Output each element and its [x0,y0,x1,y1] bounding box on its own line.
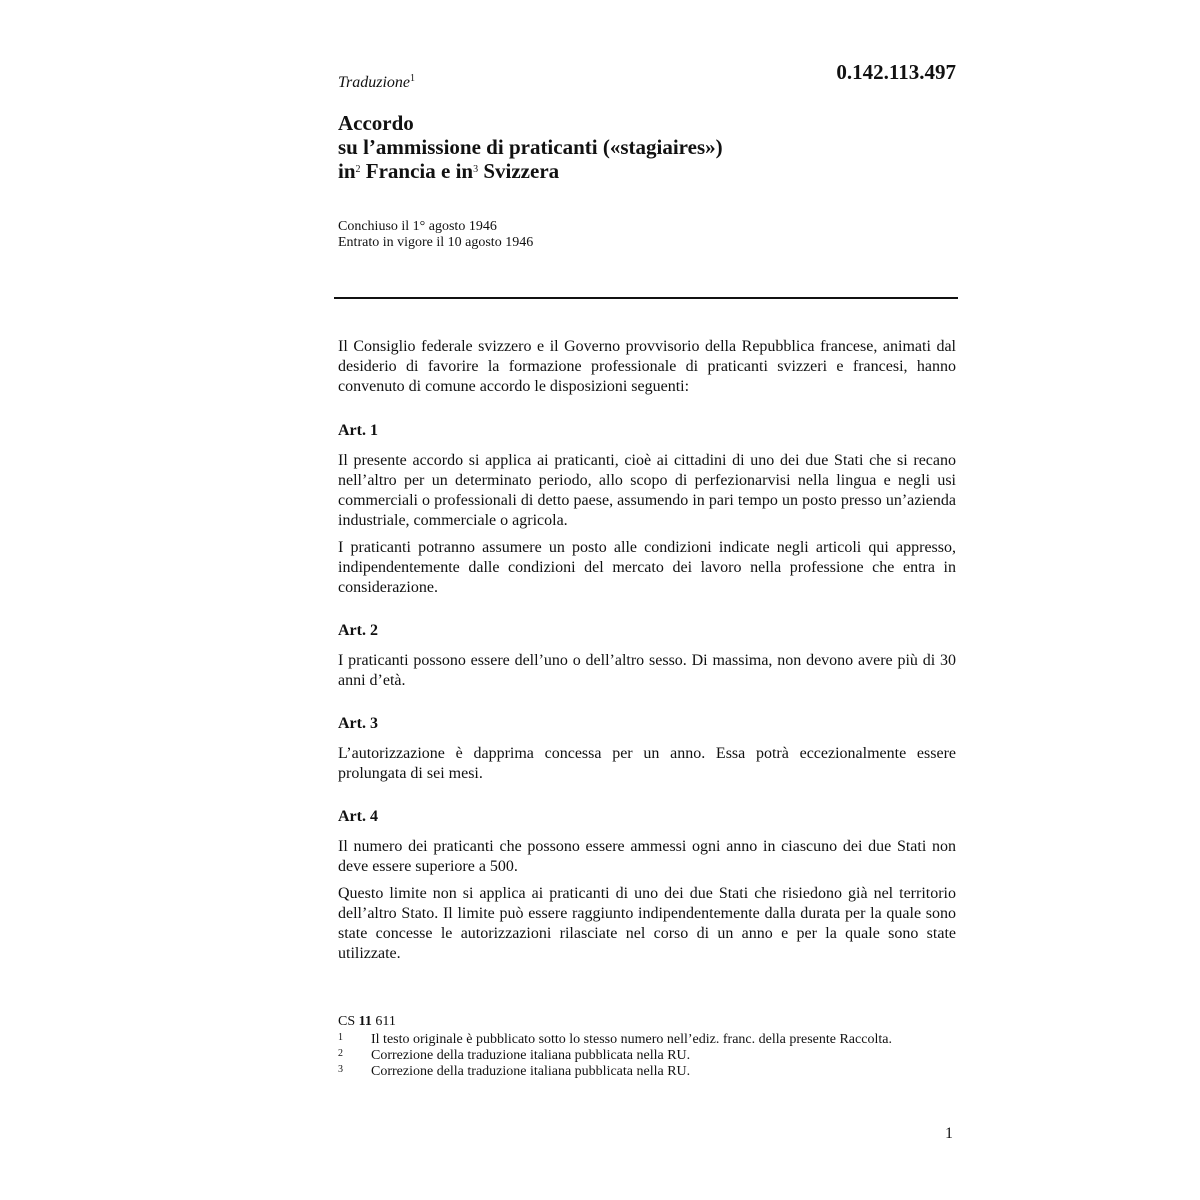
article-paragraph: Questo limite non si applica ai praticanti di uno dei due Stati che risiedono già nel territorio dell’altro Stato. Il limite può essere raggiunto indipendentemente dalla durata per la quale sono state concesse le autorizzazioni rilasciate nel corso di un anno e per la quale sono state utilizzate. [338,885,956,962]
title-line-2: su l’ammissione di praticanti («stagiaires») [338,135,723,159]
sr-number: 0.142.113.497 [836,60,956,84]
article-paragraph: Il presente accordo si applica ai praticanti, cioè ai cittadini di uno dei due Stati che si recano nell’altro per un determinato periodo, allo scopo di perfezionarvisi nella lingua e negli usi commerciali o professionali di detto paese, assumendo in pari tempo un posto presso un’azienda industriale, commerciale o agricola. [338,452,956,529]
cs-reference: CS 11 611 [338,1014,396,1029]
title-line-3: $in^2$ Francia e $in^3$ Svizzera [338,159,560,183]
footnote-ref-1[interactable]: 1 [410,73,416,84]
page-number: 1 [945,1125,953,1142]
footnote-number: 1 [338,1032,343,1043]
footnote-ref-3[interactable]: 3 [473,164,479,175]
article-paragraph: Il numero dei praticanti che possono essere ammessi ogni anno in ciascuno dei due Stati non deve essere superiore a 500. [338,838,956,875]
article-heading: Art. 3 [338,715,378,732]
title-line-1: Accordo [338,111,414,135]
article-paragraph: I praticanti possono essere dell’uno o dell’altro sesso. Di massima, non devono avere più di 30 anni d’età. [338,652,956,689]
article-4 [338,807,956,964]
footnote-ref-2[interactable]: 2 [355,164,361,175]
article-heading: Art. 4 [338,808,378,825]
article-3 [338,714,956,784]
document-title [338,111,723,183]
article-heading: Art. 2 [338,622,378,639]
footnote-number: 2 [338,1048,343,1059]
footnote-1 [338,1032,928,1048]
preamble: Il Consiglio federale svizzero e il Governo provvisorio della Repubblica francese, animati dal desiderio di favorire la formazione professionale di praticanti svizzeri e francesi, hanno convenuto di comune accordo le disposizioni seguenti: [338,338,956,395]
footnote-2 [338,1048,928,1064]
footnote-text: Il testo originale è pubblicato sotto lo stesso numero nell’ediz. franc. della presente Raccolta. [371,1032,892,1047]
footnote-text: Correzione della traduzione italiana pubblicata nella RU. [371,1064,691,1079]
header-divider [334,297,958,299]
footnote-number: 3 [338,1064,343,1075]
article-paragraph: I praticanti potranno assumere un posto alle condizioni indicate negli articoli qui appresso, indipendentemente dalle condizioni del mercato dei lavoro nella professione che entra in considerazione. [338,539,956,596]
in-force-date: Entrato in vigore il 10 agosto 1946 [338,235,534,250]
footnote-3 [338,1064,928,1080]
article-paragraph: L’autorizzazione è dapprima concessa per un anno. Essa potrà eccezionalmente essere prolungata di sei mesi. [338,745,956,782]
footnotes [338,1014,928,1080]
concluded-date: Conchiuso il 1° agosto 1946 [338,219,497,234]
document-body [338,337,956,987]
translation-label: Traduzione$^1$ [338,73,416,91]
footnote-text: Correzione della traduzione italiana pubblicata nella RU. [371,1048,691,1063]
document-dates [338,219,533,251]
article-1 [338,421,956,598]
article-2 [338,621,956,691]
article-heading: Art. 1 [338,422,378,439]
